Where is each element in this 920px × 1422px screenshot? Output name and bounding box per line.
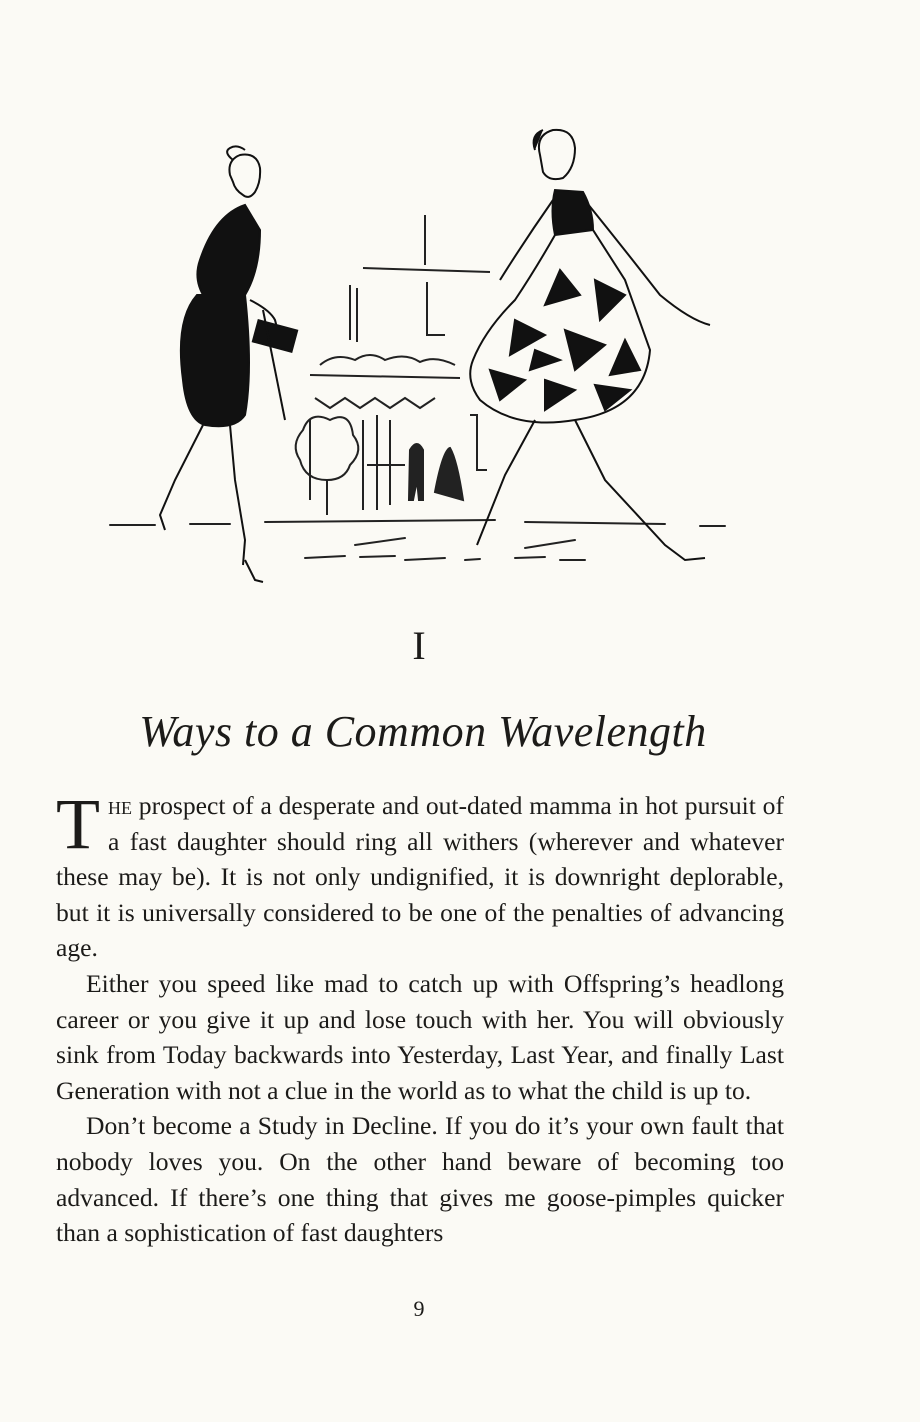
building-sketch [310, 215, 490, 510]
chapter-number: I [412, 623, 426, 668]
small-caps-lead: he [107, 791, 132, 820]
fashion-sketch-two-women-icon [105, 120, 735, 600]
page-number: 9 [413, 1296, 425, 1321]
paragraph-2: Either you speed like mad to catch up with Offspring’s headlong career or you give it up and lose touch with her. You will obviously sink from Today backwards into Yesterday, Last Year, and finally Last Generation with not a clue in the world as to what the child is up to. [56, 968, 784, 1105]
paragraph-1-text: prospect of a desperate and out-dated mamma in hot pursuit of a fast daughter should ring all withers (wherever and whatever these may be). It is not only undignified, it is downright deplorable, but it is universally considered to be one of the penalties of advancing age. [56, 791, 784, 963]
ground-lines [110, 520, 725, 560]
paragraph-3: Don’t become a Study in Decline. If you do it’s your own fault that nobody loves you. On the other hand beware of becoming too advanced. If there’s one thing that gives me goose-pimples quicker than a sophistication of fast daughters [56, 1111, 784, 1248]
left-woman-figure [160, 146, 297, 582]
drop-cap: T [56, 784, 100, 864]
right-woman-figure [470, 130, 710, 560]
paragraph-1 [56, 784, 784, 966]
chapter-title: Ways to a Common Wavelength [139, 707, 707, 756]
body-text [56, 784, 784, 1251]
